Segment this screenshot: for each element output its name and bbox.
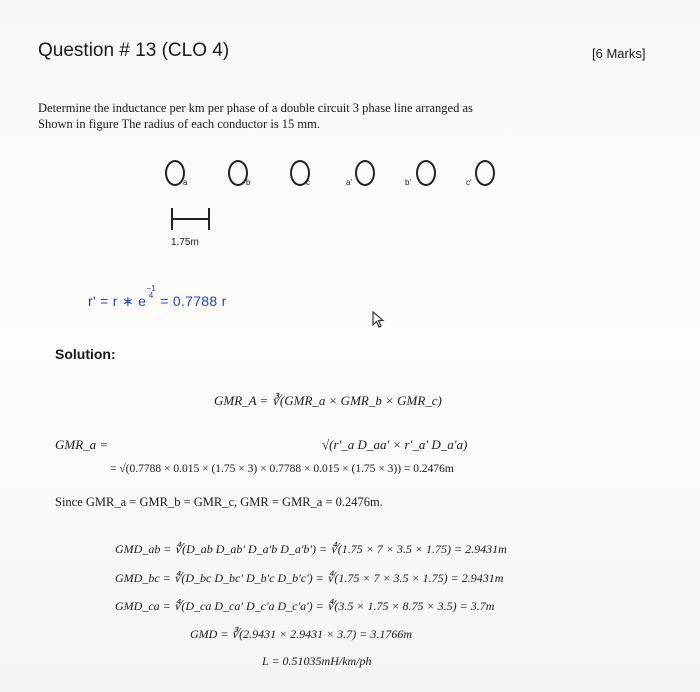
conductor-label-a: a [183,178,188,187]
mouse-pointer-icon [372,311,386,329]
conductor-a-prime [355,160,375,186]
conductor-label-c-prime: c' [466,178,472,187]
question-title: Question # 13 (CLO 4) [38,40,230,61]
equation-gmd: GMD = ∛(2.9431 × 2.9431 × 3.7) = 3.1766m [190,627,413,641]
problem-line-1: Determine the inductance per km per phase of a double circuit 3 phase line arranged as [38,101,473,115]
problem-statement [38,100,473,132]
equation-gmd-ca: GMD_ca = ∜(D_ca D_ca' D_c'a D_c'a') = ∜(3.5 × 1.75 × 8.75 × 3.5) = 3.7m [115,599,495,613]
conductor-label-b: b [246,178,251,187]
equation-gmr-total: GMR_A = ∛(GMR_a × GMR_b × GMR_c) [214,393,442,408]
equation-since-gmr: Since GMR_a = GMR_b = GMR_c, GMR = GMR_a = 0.2476m. [55,495,383,509]
equation-inductance: L = 0.51035mH/km/ph [262,654,372,668]
formula-exp-denominator: 4 [148,291,154,300]
gmr-radius-formula [88,285,227,310]
conductor-label-c: c [306,178,310,187]
formula-exp-numerator: 1 [151,284,156,293]
conductor-c-prime [475,160,495,186]
equation-gmr-a-label: GMR_a = [55,437,109,452]
dimension-tick-right [208,208,210,230]
conductor-b [228,160,251,187]
formula-base: r' = r ∗ e [88,293,147,309]
conductor-a [165,160,188,187]
formula-result: = 0.7788 r [160,293,227,309]
dimension-line [173,218,208,220]
equation-gmd-ab: GMD_ab = ∜(D_ab D_ab' D_a'b D_a'b') = ∜(1.75 × 7 × 3.5 × 1.75) = 2.9431m [115,542,507,556]
dimension-label: 1.75m [171,237,199,248]
solution-heading: Solution: [55,346,116,362]
equation-gmr-a-expression: √(r'_a D_aa' × r'_a' D_a'a) [322,437,468,452]
equation-gmr-a-numeric: = √(0.7788 × 0.015 × (1.75 × 3) × 0.7788 × 0.015 × (1.75 × 3)) = 0.2476m [110,463,454,475]
conductor-label-b-prime: b' [405,178,411,187]
conductor-label-a-prime: a' [346,178,352,187]
conductor-b-prime [416,160,436,186]
equation-gmd-bc: GMD_bc = ∜(D_bc D_bc' D_b'c D_b'c') = ∜(1.75 × 7 × 3.5 × 1.75) = 2.9431m [115,571,504,585]
problem-line-2: Shown in figure The radius of each conductor is 15 mm. [38,117,321,131]
formula-exponent: −1 4 [146,284,156,300]
marks-label: [6 Marks] [592,46,646,61]
